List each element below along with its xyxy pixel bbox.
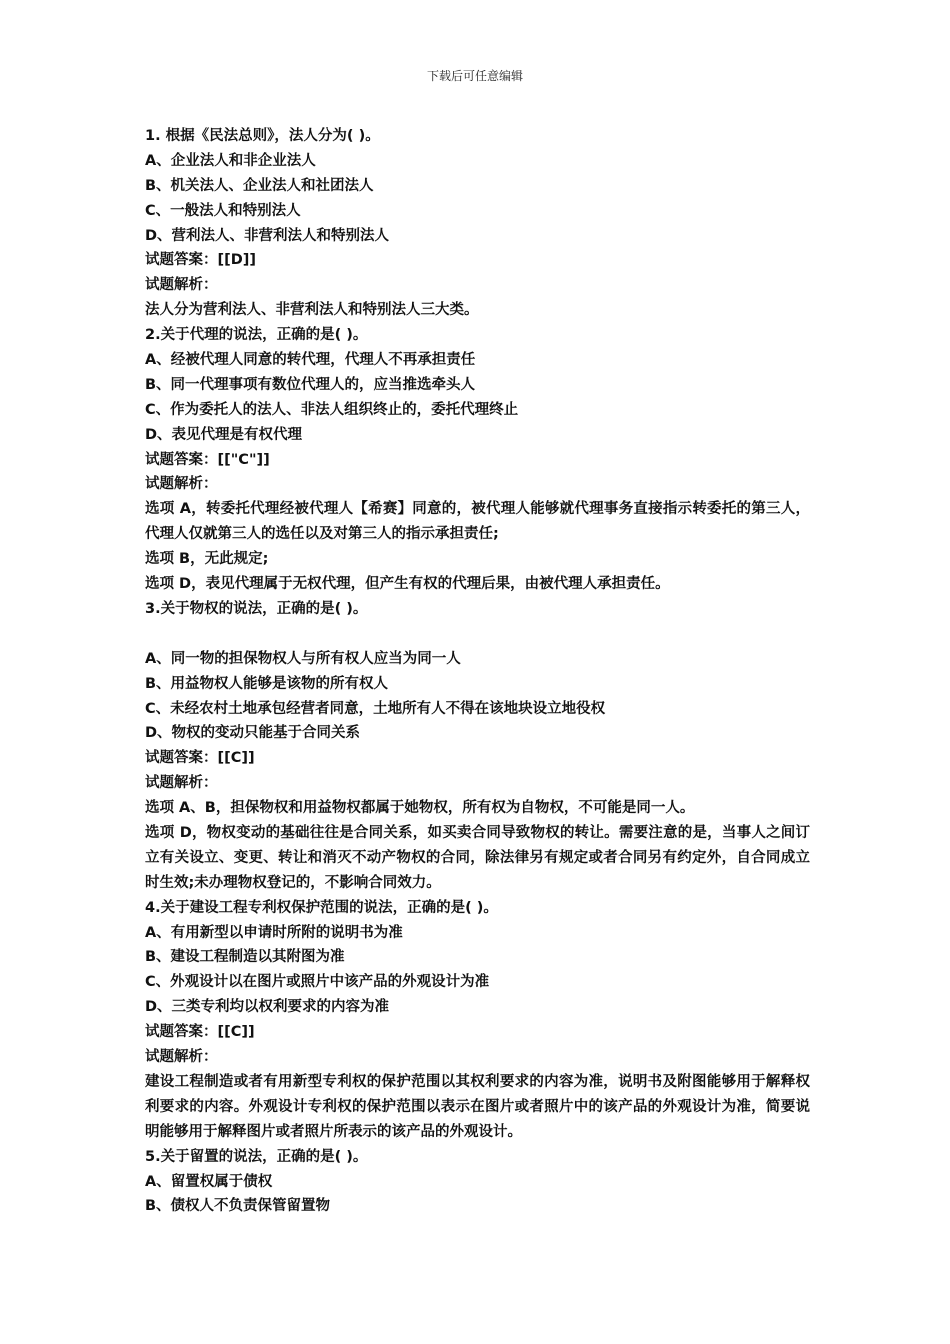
q2-option-c: C、作为委托人的法人、非法人组织终止的，委托代理终止: [145, 401, 519, 418]
q3-analysis-label: 试题解析：: [145, 775, 218, 792]
q1-analysis-label: 试题解析：: [145, 277, 218, 294]
q2-answer: 试题答案：[["C"]]: [145, 451, 270, 468]
q5-option-a: A、留置权属于债权: [145, 1173, 273, 1190]
q1-answer: 试题答案：[[D]]: [145, 252, 257, 269]
q1-analysis: 法人分为营利法人、非营利法人和特别法人三大类。: [145, 302, 479, 319]
q3-option-a: A、同一物的担保物权人与所有权人应当为同一人: [145, 650, 461, 667]
q1-option-b: B、机关法人、企业法人和社团法人: [145, 177, 374, 194]
q1-option-c: C、一般法人和特别法人: [145, 202, 301, 219]
q4-answer: 试题答案：[[C]]: [145, 1024, 255, 1041]
q4-option-c: C、外观设计以在图片或照片中该产品的外观设计为准: [145, 974, 490, 991]
q3-analysis-ab: 选项 A、B，担保物权和用益物权都属于她物权，所有权为自物权，不可能是同一人。: [145, 800, 695, 817]
question-1: 1. 根据《民法总则》，法人分为( )。: [145, 128, 380, 144]
page-header: 下载后可任意编辑: [426, 69, 523, 83]
question-4: 4.关于建设工程专利权保护范围的说法，正确的是( )。: [145, 899, 498, 916]
q3-option-d: D、物权的变动只能基于合同关系: [145, 725, 361, 742]
q2-analysis-label: 试题解析：: [145, 476, 218, 493]
q4-analysis-label: 试题解析：: [145, 1049, 218, 1066]
q2-option-a: A、经被代理人同意的转代理，代理人不再承担责任: [145, 352, 476, 369]
q2-option-d: D、表见代理是有权代理: [145, 426, 303, 443]
q2-analysis-b: 选项 B，无此规定;: [145, 551, 269, 568]
q3-option-c: C、未经农村土地承包经营者同意，土地所有人不得在该地块设立地役权: [145, 700, 606, 717]
q2-analysis-d: 选项 D，表见代理属于无权代理，但产生有权的代理后果，由被代理人承担责任。: [145, 576, 670, 593]
document-body: [145, 124, 810, 1219]
blank-line: [145, 622, 810, 647]
q4-option-b: B、建设工程制造以其附图为准: [145, 949, 345, 966]
q2-option-b: B、同一代理事项有数位代理人的，应当推选牵头人: [145, 376, 476, 393]
q3-answer: 试题答案：[[C]]: [145, 750, 255, 767]
q1-option-d: D、营利法人、非营利法人和特别法人: [145, 227, 390, 244]
q5-option-b: B、债权人不负责保管留置物: [145, 1198, 331, 1215]
question-2: 2.关于代理的说法，正确的是( )。: [145, 327, 368, 344]
q2-analysis-a: 选项 A，转委托代理经被代理人【希赛】同意的，被代理人能够就代理事务直接指示转委托的第三人，代理人仅就第三人的选任以及对第三人的指示承担责任;: [145, 501, 810, 543]
q3-analysis-d: 选项 D，物权变动的基础往往是合同关系，如买卖合同导致物权的转让。需要注意的是，当事人之间订立有关设立、变更、转让和消灭不动产物权的合同，除法律另有规定或者合同另有约定外，自合同成立时生效;未办理物权登记的，不影响合同效力。: [145, 824, 810, 891]
q4-analysis: 建设工程制造或者有用新型专利权的保护范围以其权利要求的内容为准，说明书及附图能够用于解释权利要求的内容。外观设计专利权的保护范围以表示在图片或者照片中的该产品的外观设计为准，简要说明能够用于解释图片或者照片所表示的该产品的外观设计。: [145, 1073, 810, 1140]
question-3: 3.关于物权的说法，正确的是( )。: [145, 600, 368, 617]
q3-option-b: B、用益物权人能够是该物的所有权人: [145, 675, 389, 692]
q1-option-a: A、企业法人和非企业法人: [145, 152, 316, 169]
q4-option-a: A、有用新型以申请时所附的说明书为准: [145, 924, 403, 941]
q4-option-d: D、三类专利均以权利要求的内容为准: [145, 999, 390, 1016]
question-5: 5.关于留置的说法，正确的是( )。: [145, 1148, 368, 1165]
